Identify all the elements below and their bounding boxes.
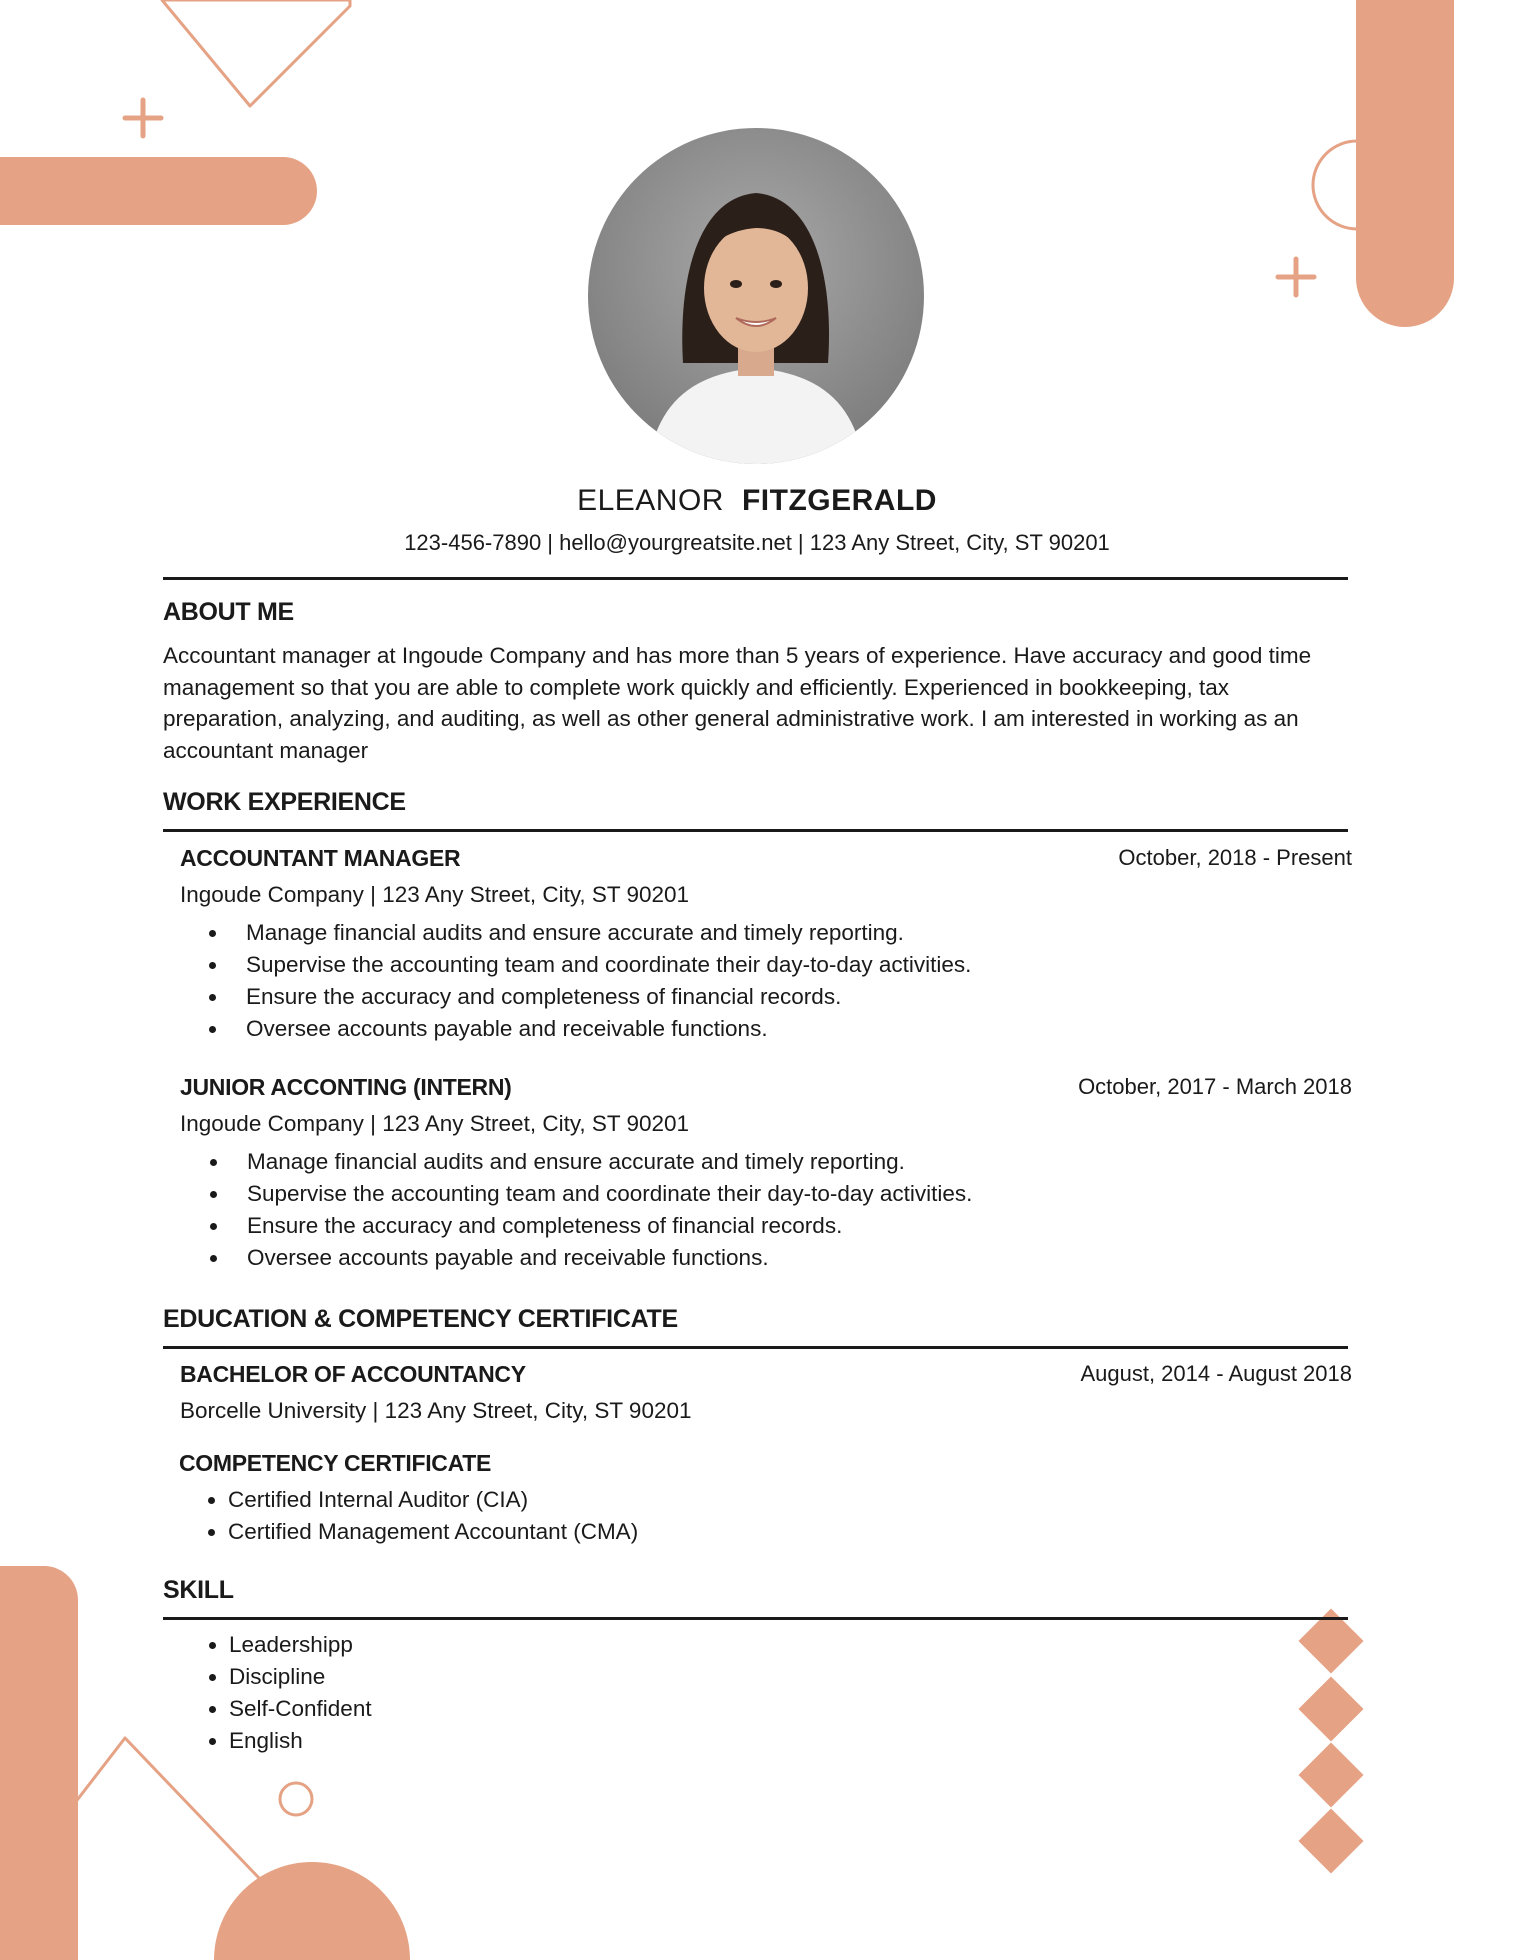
divider <box>163 1346 1348 1349</box>
bottom-left-decoration <box>0 1560 430 1960</box>
plus-shape <box>125 100 161 136</box>
contact-line: 123-456-7890 | hello@yourgreatsite.net | 123 Any Street, City, ST 90201 <box>404 530 1110 555</box>
person-name <box>0 484 1514 518</box>
bottom-right-diamonds <box>1290 1600 1370 1880</box>
top-right-decoration <box>1270 0 1514 340</box>
job-org: Ingoude Company | 123 Any Street, City, ST 90201 <box>180 882 690 907</box>
list-item: Certified Management Accountant (CMA) <box>228 1516 638 1548</box>
cert-list <box>228 1484 638 1548</box>
divider <box>163 1617 1348 1620</box>
job-bullets <box>246 917 971 1045</box>
diamond-shape <box>1298 1742 1363 1807</box>
cert-heading: COMPETENCY CERTIFICATE <box>179 1450 492 1476</box>
work-heading: WORK EXPERIENCE <box>163 788 406 816</box>
diamond-shape <box>1298 1808 1363 1873</box>
profile-photo <box>588 128 924 464</box>
job-dates: October, 2017 - March 2018 <box>1078 1074 1352 1099</box>
divider <box>163 829 1348 832</box>
list-item: Certified Internal Auditor (CIA) <box>228 1484 638 1516</box>
first-name: ELEANOR <box>577 484 724 517</box>
outline-diamond-shape <box>162 0 350 106</box>
list-item: Oversee accounts payable and receivable functions. <box>247 1242 972 1274</box>
top-left-decoration <box>0 0 380 240</box>
list-item: Manage financial audits and ensure accurate and timely reporting. <box>247 1146 972 1178</box>
job-org: Ingoude Company | 123 Any Street, City, ST 90201 <box>180 1111 690 1136</box>
list-item: Discipline <box>229 1661 372 1693</box>
job-bullets <box>247 1146 972 1274</box>
vertical-bar-shape <box>0 1566 78 1960</box>
vertical-pill-shape <box>1356 0 1454 327</box>
degree-dates: August, 2014 - August 2018 <box>1080 1361 1352 1386</box>
list-item: Supervise the accounting team and coordinate their day-to-day activities. <box>247 1178 972 1210</box>
job-title: JUNIOR ACCONTING (INTERN) <box>180 1074 512 1100</box>
skill-list <box>229 1629 372 1757</box>
skill-heading: SKILL <box>163 1576 234 1604</box>
last-name: FITZGERALD <box>741 484 937 517</box>
small-outline-circle-shape <box>280 1783 312 1815</box>
job-title: ACCOUNTANT MANAGER <box>180 845 461 871</box>
school: Borcelle University | 123 Any Street, City, ST 90201 <box>180 1398 692 1423</box>
about-text: Accountant manager at Ingoude Company and has more than 5 years of experience. Have accuracy and good time management so that you are able to complete work quickly and efficiently. Experienced in bookkeeping, tax preparation, analyzing, and auditing, as well as other general administrative work. I am interested in working as an accountant manager <box>163 643 1312 763</box>
list-item: Manage financial audits and ensure accurate and timely reporting. <box>246 917 971 949</box>
list-item: Ensure the accuracy and completeness of financial records. <box>246 981 971 1013</box>
plus-shape <box>1278 259 1314 295</box>
pill-shape <box>0 157 317 225</box>
list-item: Supervise the accounting team and coordinate their day-to-day activities. <box>246 949 971 981</box>
list-item: Oversee accounts payable and receivable functions. <box>246 1013 971 1045</box>
list-item: Leadershipp <box>229 1629 372 1661</box>
half-circle-shape <box>214 1862 410 1960</box>
job-dates: October, 2018 - Present <box>1118 845 1352 870</box>
list-item: Ensure the accuracy and completeness of financial records. <box>247 1210 972 1242</box>
divider <box>163 577 1348 580</box>
list-item: Self-Confident <box>229 1693 372 1725</box>
degree-title: BACHELOR OF ACCOUNTANCY <box>180 1361 526 1387</box>
list-item: English <box>229 1725 372 1757</box>
about-heading: ABOUT ME <box>163 598 294 626</box>
education-heading: EDUCATION & COMPETENCY CERTIFICATE <box>163 1305 678 1333</box>
diamond-shape <box>1298 1676 1363 1741</box>
